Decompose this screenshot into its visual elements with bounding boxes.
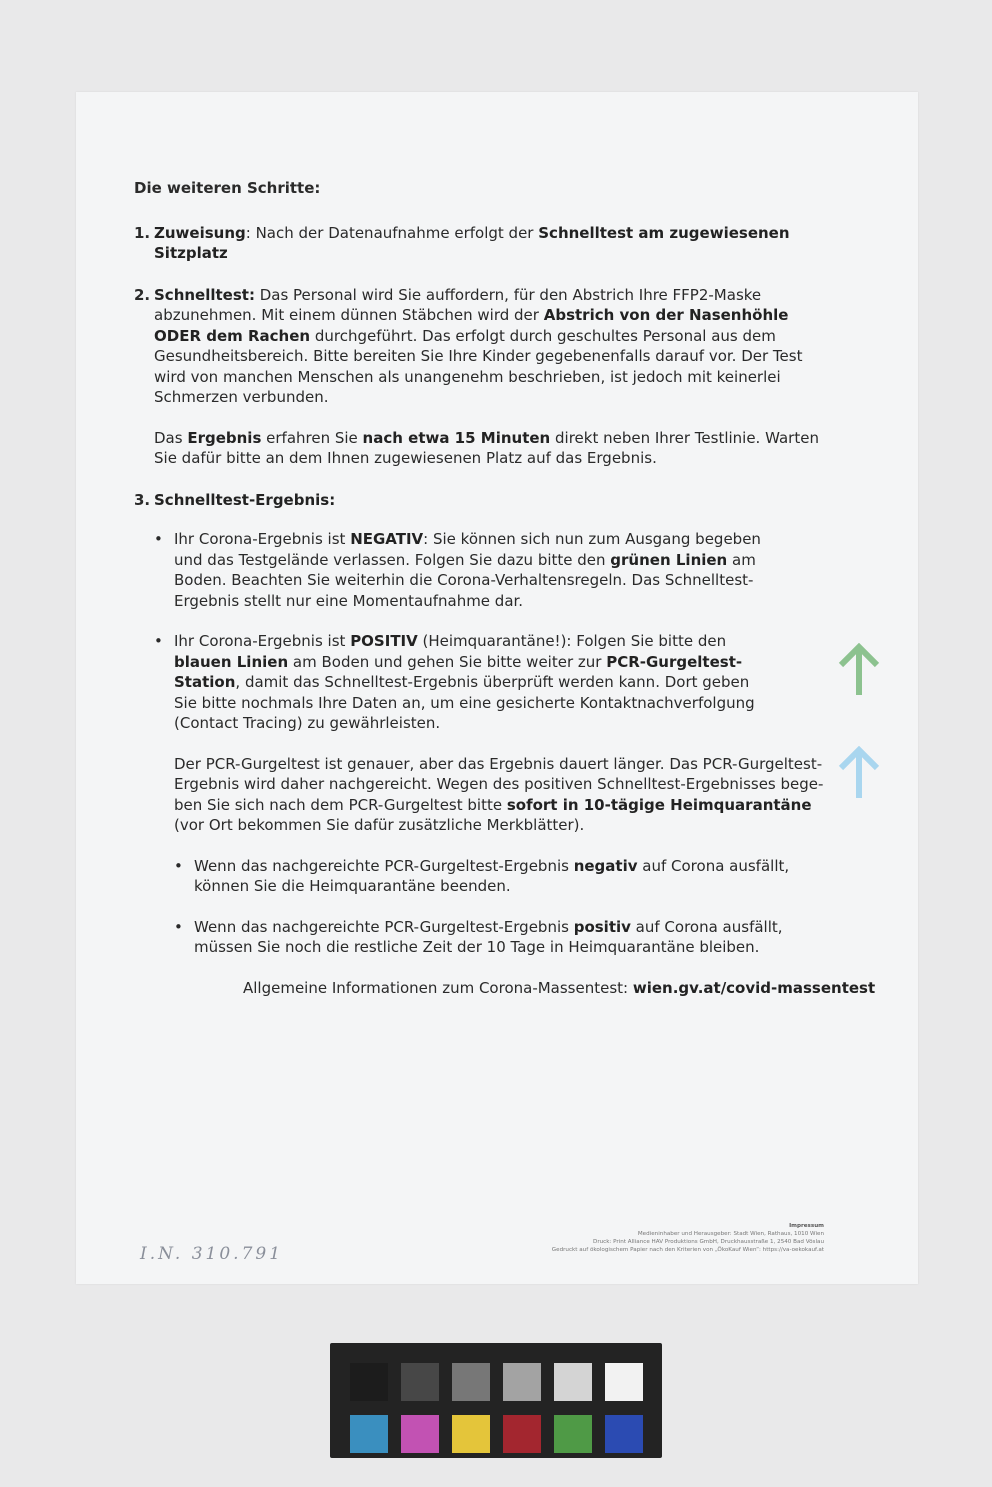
document-content: [134, 178, 876, 1019]
bold-text: POSITIV: [350, 632, 418, 650]
step-2-text: [154, 285, 834, 408]
bold-text: sofort in 10-tägige Heimquarantäne: [506, 795, 812, 814]
step-1-text: [154, 223, 834, 264]
handwritten-inventory-number: I.N. 310.791: [140, 1244, 284, 1264]
color-calibration-card: [330, 1343, 662, 1458]
result-positive: [154, 631, 764, 734]
bold-text: NEGATIV: [350, 530, 424, 548]
text: Das: [154, 428, 188, 447]
color-swatch: [554, 1415, 592, 1453]
color-swatch: [350, 1415, 388, 1453]
green-arrow-up-icon: [837, 643, 881, 697]
impressum-line: Druck: Print Alliance HAV Produktions GmbH, Druckhausstraße 1, 2540 Bad Vöslau: [593, 1239, 824, 1245]
blue-arrow-up-icon: [837, 746, 881, 800]
color-swatch: [605, 1363, 643, 1401]
text: (Heimquarantäne!): Folgen Sie bitte den: [417, 632, 727, 650]
step-3: [134, 490, 876, 999]
pcr-note: [174, 754, 824, 836]
step-number: 3.: [134, 490, 151, 509]
bold-text: Schnelltest am zugewiesenen Sitzplatz: [154, 223, 790, 262]
text: (vor Ort bekommen Sie dafür zusätzliche Merkblätter).: [174, 816, 585, 834]
text: : Nach der Datenaufnahme erfolgt der: [245, 223, 539, 242]
color-swatch: [503, 1363, 541, 1401]
bold-text: nach etwa 15 Minuten: [362, 428, 551, 447]
bold-text: negativ: [573, 856, 638, 875]
color-swatch: [503, 1415, 541, 1453]
info-link[interactable]: wien.gv.at/covid-massentest: [632, 978, 876, 997]
color-swatch: [452, 1363, 490, 1401]
general-info: [243, 978, 876, 999]
color-swatch: [452, 1415, 490, 1453]
result-negative: [154, 529, 764, 611]
text: erfahren Sie: [261, 428, 363, 447]
pcr-result-negative: [174, 856, 804, 897]
text: durchgeführt. Das erfolgt durch geschultes Personal aus dem Gesundheitsbereich. Bitte bereiten Sie Ihre Kinder gegebenenfalls darauf vor. Der Test wird von manchen Menschen als unangenehm beschrieben, ist jedoch mit keinerlei Schmerzen verbunden.: [154, 326, 803, 406]
info-label: Allgemeine Informationen zum Corona-Massentest:: [243, 978, 633, 997]
result-list: [154, 529, 834, 734]
bold-text: blauen Linien: [174, 652, 289, 671]
text: Das Personal wird Sie auffordern, für den Abstrich Ihre FFP2-Maske abzunehmen. Mit einem dünnen Stäbchen wird der: [154, 285, 762, 324]
bold-text: Ergebnis: [187, 428, 262, 447]
text: am Boden und gehen Sie bitte weiter zur: [288, 652, 607, 671]
text: am Boden. Beachten Sie weiterhin die Corona-Verhaltensregeln. Das Schnelltest-Ergebnis stellt nur eine Momentaufnahme dar.: [174, 550, 756, 610]
bold-text: PCR-Gurgeltest-Station: [174, 652, 743, 691]
text: , damit das Schnelltest-Ergebnis überprüft werden kann. Dort geben Sie bitte nochmals Ihre Daten an, um eine gesicherte Kontaktnachverfolgung (Contact Tracing) zu gewährleisten.: [174, 673, 755, 732]
impressum-title: Impressum: [789, 1223, 824, 1229]
bold-text: Schnelltest-Ergebnis:: [154, 490, 336, 509]
color-swatch: [401, 1415, 439, 1453]
color-swatch: [350, 1363, 388, 1401]
text: direkt neben Ihrer Testlinie. Warten Sie dafür bitte an dem Ihnen zugewiesenen Platz auf das Ergebnis.: [154, 428, 819, 467]
document-sheet: [76, 92, 918, 1284]
step-number: 1.: [134, 223, 151, 242]
bold-text: Abstrich von der Nasenhöhle ODER dem Rachen: [154, 306, 789, 345]
bold-text: grünen Linien: [610, 550, 728, 569]
text: Wenn das nachgereichte PCR-Gurgeltest-Ergebnis: [194, 856, 574, 875]
text: Ihr Corona-Ergebnis ist: [174, 632, 351, 650]
text: Wenn das nachgereichte PCR-Gurgeltest-Ergebnis: [194, 917, 574, 936]
impressum-line: Gedruckt auf ökologischem Papier nach den Kriterien von „ÖkoKauf Wien“: https://va-oekokauf.at: [551, 1247, 824, 1253]
color-swatch: [401, 1363, 439, 1401]
text: : Sie können sich nun zum Ausgang begeben und das Testgelände verlassen. Folgen Sie dazu bitte den: [174, 530, 761, 569]
text: Der PCR-Gurgeltest ist genauer, aber das Ergebnis dauert länger. Das PCR-Gurgeltest-Ergebnis wird daher nachgereicht. Wegen des positiven Schnelltest-Ergebnisses bege-ben Sie sich nach dem PCR-Gurgeltest bitte: [174, 754, 824, 814]
step-3-title: [154, 490, 834, 511]
text: Ihr Corona-Ergebnis ist: [174, 530, 351, 548]
color-swatch: [605, 1415, 643, 1453]
step-2-result-timing: [154, 428, 834, 469]
text: auf Corona ausfällt, müssen Sie noch die restliche Zeit der 10 Tage in Heimquarantäne bleiben.: [194, 917, 783, 956]
pcr-result-positive: [174, 917, 804, 958]
impressum: [552, 1222, 824, 1254]
heading: Die weiteren Schritte:: [134, 179, 321, 197]
text: auf Corona ausfällt, können Sie die Heimquarantäne beenden.: [194, 856, 790, 895]
bold-text: positiv: [573, 917, 631, 936]
bold-text: Zuweisung: [154, 223, 246, 242]
step-2: [134, 285, 834, 469]
color-swatch: [554, 1363, 592, 1401]
step-number: 2.: [134, 285, 151, 304]
step-1: [134, 223, 834, 264]
pcr-result-list: [174, 856, 824, 958]
bold-text: Schnelltest:: [154, 285, 255, 304]
impressum-line: Medieninhaber und Herausgeber: Stadt Wien, Rathaus, 1010 Wien: [637, 1231, 824, 1237]
